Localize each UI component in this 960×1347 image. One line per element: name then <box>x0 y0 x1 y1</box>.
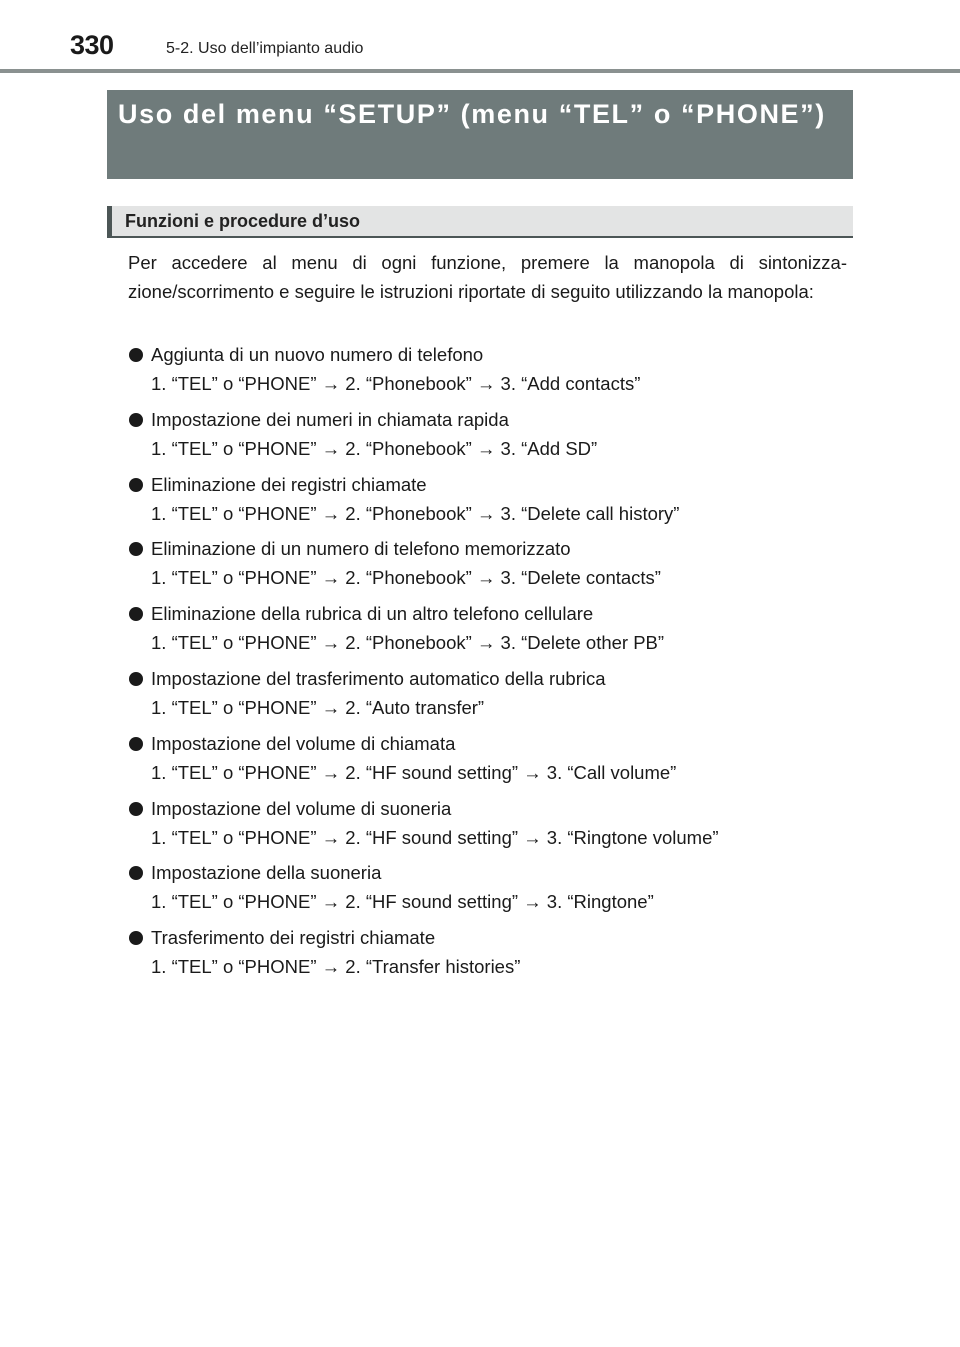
bullet-icon <box>129 478 143 492</box>
page-title: Uso del menu “SETUP” (menu “TEL” o “PHONE”) <box>118 99 826 129</box>
item-path: 1. “TEL” o “PHONE” → 2. “Transfer histories” <box>151 956 521 978</box>
section-title: Funzioni e procedure d’uso <box>125 211 361 231</box>
bullet-icon <box>129 542 143 556</box>
bullet-icon <box>129 413 143 427</box>
item-title: Eliminazione di un numero di telefono memorizzato <box>151 538 571 560</box>
item-path: 1. “TEL” o “PHONE” → 2. “Auto transfer” <box>151 696 485 718</box>
intro-paragraph: Per accedere al menu di ogni funzione, premere la manopola di sintonizza-zione/scorrimento e seguire le istruzioni riportate di seguito utilizzando la manopola: <box>128 252 847 302</box>
header-divider <box>0 69 960 73</box>
list-item <box>128 470 853 535</box>
list-item <box>128 340 853 405</box>
bullet-icon <box>129 348 143 362</box>
page-number: 330 <box>70 30 114 60</box>
running-head: 5-2. Uso dell’impianto audio <box>166 40 364 57</box>
list-item <box>128 858 853 923</box>
item-path: 1. “TEL” o “PHONE” → 2. “Phonebook” → 3. “Delete contacts” <box>151 567 661 589</box>
list-item <box>128 534 853 599</box>
item-path: 1. “TEL” o “PHONE” → 2. “Phonebook” → 3. “Add SD” <box>151 437 598 459</box>
item-path: 1. “TEL” o “PHONE” → 2. “Phonebook” → 3. “Delete other PB” <box>151 632 665 654</box>
item-title: Impostazione della suoneria <box>151 862 382 884</box>
bullet-icon <box>129 737 143 751</box>
item-title: Aggiunta di un nuovo numero di telefono <box>151 344 484 365</box>
list-item <box>128 923 853 988</box>
item-title: Impostazione dei numeri in chiamata rapida <box>151 408 509 430</box>
item-path: 1. “TEL” o “PHONE” → 2. “HF sound setting” → 3. “Ringtone” <box>151 891 654 913</box>
bullet-icon <box>129 607 143 621</box>
item-path: 1. “TEL” o “PHONE” → 2. “Phonebook” → 3. “Delete call history” <box>151 502 680 524</box>
function-list <box>128 340 853 988</box>
item-title: Eliminazione della rubrica di un altro telefono cellulare <box>151 603 594 625</box>
item-title: Impostazione del volume di chiamata <box>151 732 456 754</box>
list-item <box>128 729 853 794</box>
item-path: 1. “TEL” o “PHONE” → 2. “Phonebook” → 3. “Add contacts” <box>151 373 641 394</box>
bullet-icon <box>129 866 143 880</box>
list-item <box>128 794 853 859</box>
title-banner <box>107 90 853 179</box>
bullet-icon <box>129 672 143 686</box>
list-item <box>128 664 853 729</box>
item-title: Trasferimento dei registri chiamate <box>151 927 436 949</box>
item-title: Impostazione del trasferimento automatico della rubrica <box>151 667 606 689</box>
section-header <box>107 206 853 238</box>
list-item <box>128 405 853 470</box>
bullet-icon <box>129 931 143 945</box>
item-path: 1. “TEL” o “PHONE” → 2. “HF sound setting” → 3. “Ringtone volume” <box>151 826 719 848</box>
list-item <box>128 599 853 664</box>
bullet-icon <box>129 802 143 816</box>
item-title: Eliminazione dei registri chiamate <box>151 473 427 495</box>
item-title: Impostazione del volume di suoneria <box>151 797 452 819</box>
item-path: 1. “TEL” o “PHONE” → 2. “HF sound setting” → 3. “Call volume” <box>151 761 677 783</box>
